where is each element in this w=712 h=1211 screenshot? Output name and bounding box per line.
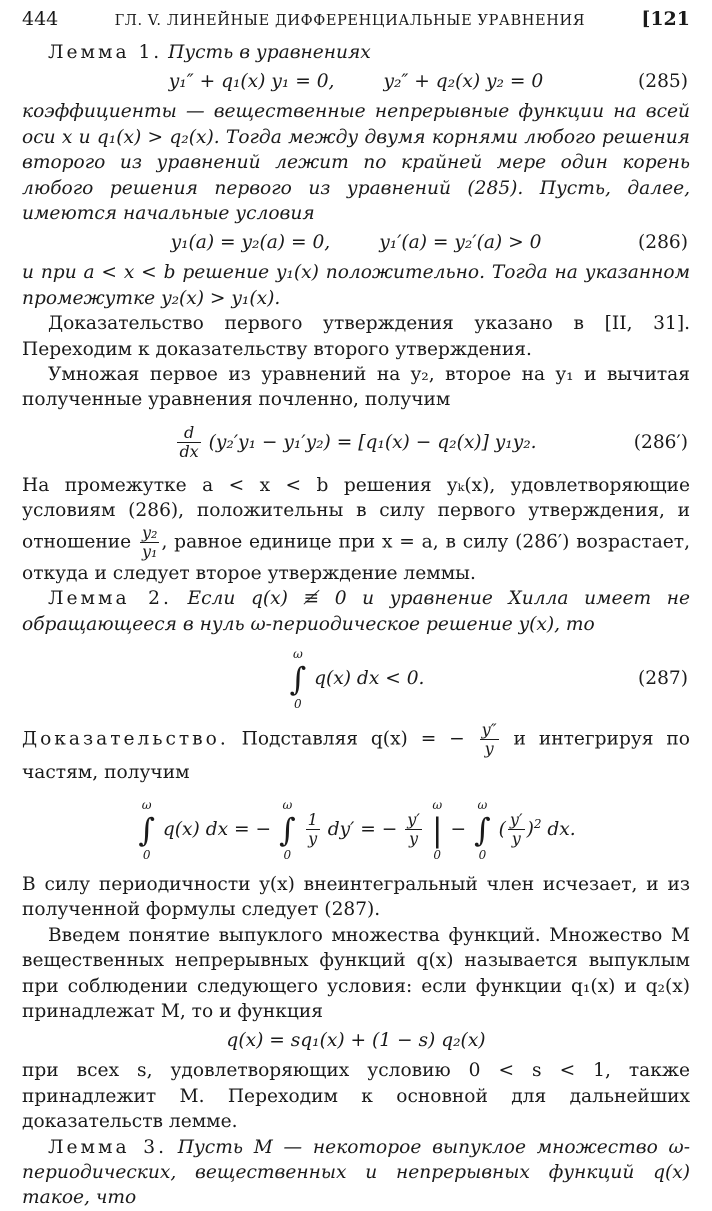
running-title: ГЛ. V. ЛИНЕЙНЫЕ ДИФФЕРЕНЦИАЛЬНЫЕ УРАВНЕНИЯ <box>114 13 586 29</box>
integral-2: ω ∫ 0 <box>279 797 296 862</box>
proof2-label: Доказательство. <box>22 728 229 750</box>
lemma1-intro <box>22 40 690 65</box>
lemma1-intro-text: Пусть в уравнениях <box>168 42 371 63</box>
eq286p-number: (286′) <box>633 431 688 453</box>
lemma1-text1: коэффициенты — вещественные непрерывные функции на всей оси x и q₁(x) > q₂(x). Тогда между двумя корнями любого решения второго из уравнений лежит по крайней мере один корень любого решения первого из уравнений (285). Пусть, далее, имеются начальные условия <box>22 101 690 225</box>
eq286p-body: (y₂′y₁ − y₁′y₂) = [q₁(x) − q₂(x)] y₁y₂. <box>208 431 537 453</box>
lemma1-label: Лемма 1. <box>48 42 163 63</box>
fraction-squared: $\frac{y'}{y}$ <box>509 810 523 849</box>
integral-287: ω ∫ 0 <box>289 646 307 711</box>
eq286-number: (286) <box>638 232 688 254</box>
convex-conclusion: при всех s, удовлетворяющих условию 0 < s < 1, также принадлежит M. Переходим к основной для дальнейших доказательств лемме. <box>22 1060 690 1133</box>
derivative-fraction: $\frac{d}{dx}$ <box>179 423 199 462</box>
lemma1-text2: и при a < x < b решение y₁(x) положительно. Тогда на указанном промежутке y₂(x) > y₁(x). <box>22 262 690 309</box>
lemma3-label: Лемма 3. <box>48 1136 168 1158</box>
eq285-number: (285) <box>638 71 688 93</box>
equation-287 <box>22 641 690 717</box>
proof1-p3: На промежутке a < x < b решения yₖ(x), удовлетворяющие условиям (286), положительны в силу первого утверждения, и отношение $\frac{\text{y₂}}{\text{y₁}}$ , равное единице при x = a, в силу (286′) возрастает, откуда и следует второе утверждение леммы. <box>22 474 690 584</box>
integration-by-parts-equation: ω ∫ 0 q(x) dx = − ω ∫ 0 $\frac{1}{y}$ dy′ = − $\frac{y'}{y}$ ω | 0 − ω ∫ 0 ( $\frac{y'}{y}$ )$^2$ dx. <box>138 797 576 862</box>
proof1-p2: Умножая первое из уравнений на y₂, второе на y₁ и вычитая полученные уравнения почленно, получим <box>22 364 690 411</box>
equation-285 <box>22 69 690 95</box>
eq286-left: y₁(a) = y₂(a) = 0, <box>170 232 331 254</box>
lemma2-statement <box>22 586 690 637</box>
eq286-right: y₁′(a) = y₂′(a) > 0 <box>379 232 542 254</box>
eq287-body: q(x) dx < 0. <box>314 667 425 689</box>
integral-1: ω ∫ 0 <box>138 797 155 862</box>
page-body <box>22 40 690 1211</box>
lemma3-text: Пусть M — некоторое выпуклое множество ω-периодических, вещественных и непрерывных функций q(x) такое, что <box>22 1136 690 1209</box>
fraction-yprime-over-y: $\frac{y'}{y}$ <box>407 810 420 849</box>
convex-definition: Введем понятие выпуклого множества функций. Множество M вещественных непрерывных функций q(x) называется выпуклым при соблюдении следующего условия: если функции q₁(x) и q₂(x) принадлежат M, то и функция <box>22 924 690 1022</box>
evaluation-bar: ω | 0 <box>431 797 443 862</box>
equation-286 <box>22 230 690 256</box>
lemma2-label: Лемма 2. <box>48 588 172 610</box>
section-number: [121 <box>641 8 690 30</box>
lemma2-text: Если q(x) ≢ 0 и уравнение Хилла имеет не обращающееся в нуль ω-периодическое решение y(x), то <box>22 588 690 635</box>
eq285-right: y₂″ + q₂(x) y₂ = 0 <box>383 71 544 93</box>
integral-3: ω ∫ 0 <box>474 797 491 862</box>
eq287-number: (287) <box>638 667 688 689</box>
proof1-p1: Доказательство первого утверждения указано в [II, 31]. Переходим к доказательству второго утверждения. <box>22 313 690 360</box>
equation-286-prime <box>22 417 690 469</box>
proof2-conclusion: В силу периодичности y(x) внеинтегральный член исчезает, и из полученной формулы следует (287). <box>22 873 690 921</box>
page-number: 444 <box>22 8 59 30</box>
eq285-left: y₁″ + q₁(x) y₁ = 0, <box>168 71 335 93</box>
ratio-fraction: $\frac{\text{y₂}}{\text{y₁}}$ <box>141 522 158 561</box>
proof2-intro: Доказательство. Подставляя q(x) = − $\frac{y''}{y}$ и интегрируя по частям, получим <box>22 719 690 783</box>
lemma3-statement <box>22 1135 690 1211</box>
fraction-1-over-y: $\frac{1}{y}$ <box>307 810 318 849</box>
convex-combination-equation: q(x) = sq₁(x) + (1 − s) q₂(x) <box>226 1030 486 1052</box>
running-header <box>22 8 690 40</box>
substitution-fraction: $\frac{y''}{y}$ <box>481 719 497 758</box>
